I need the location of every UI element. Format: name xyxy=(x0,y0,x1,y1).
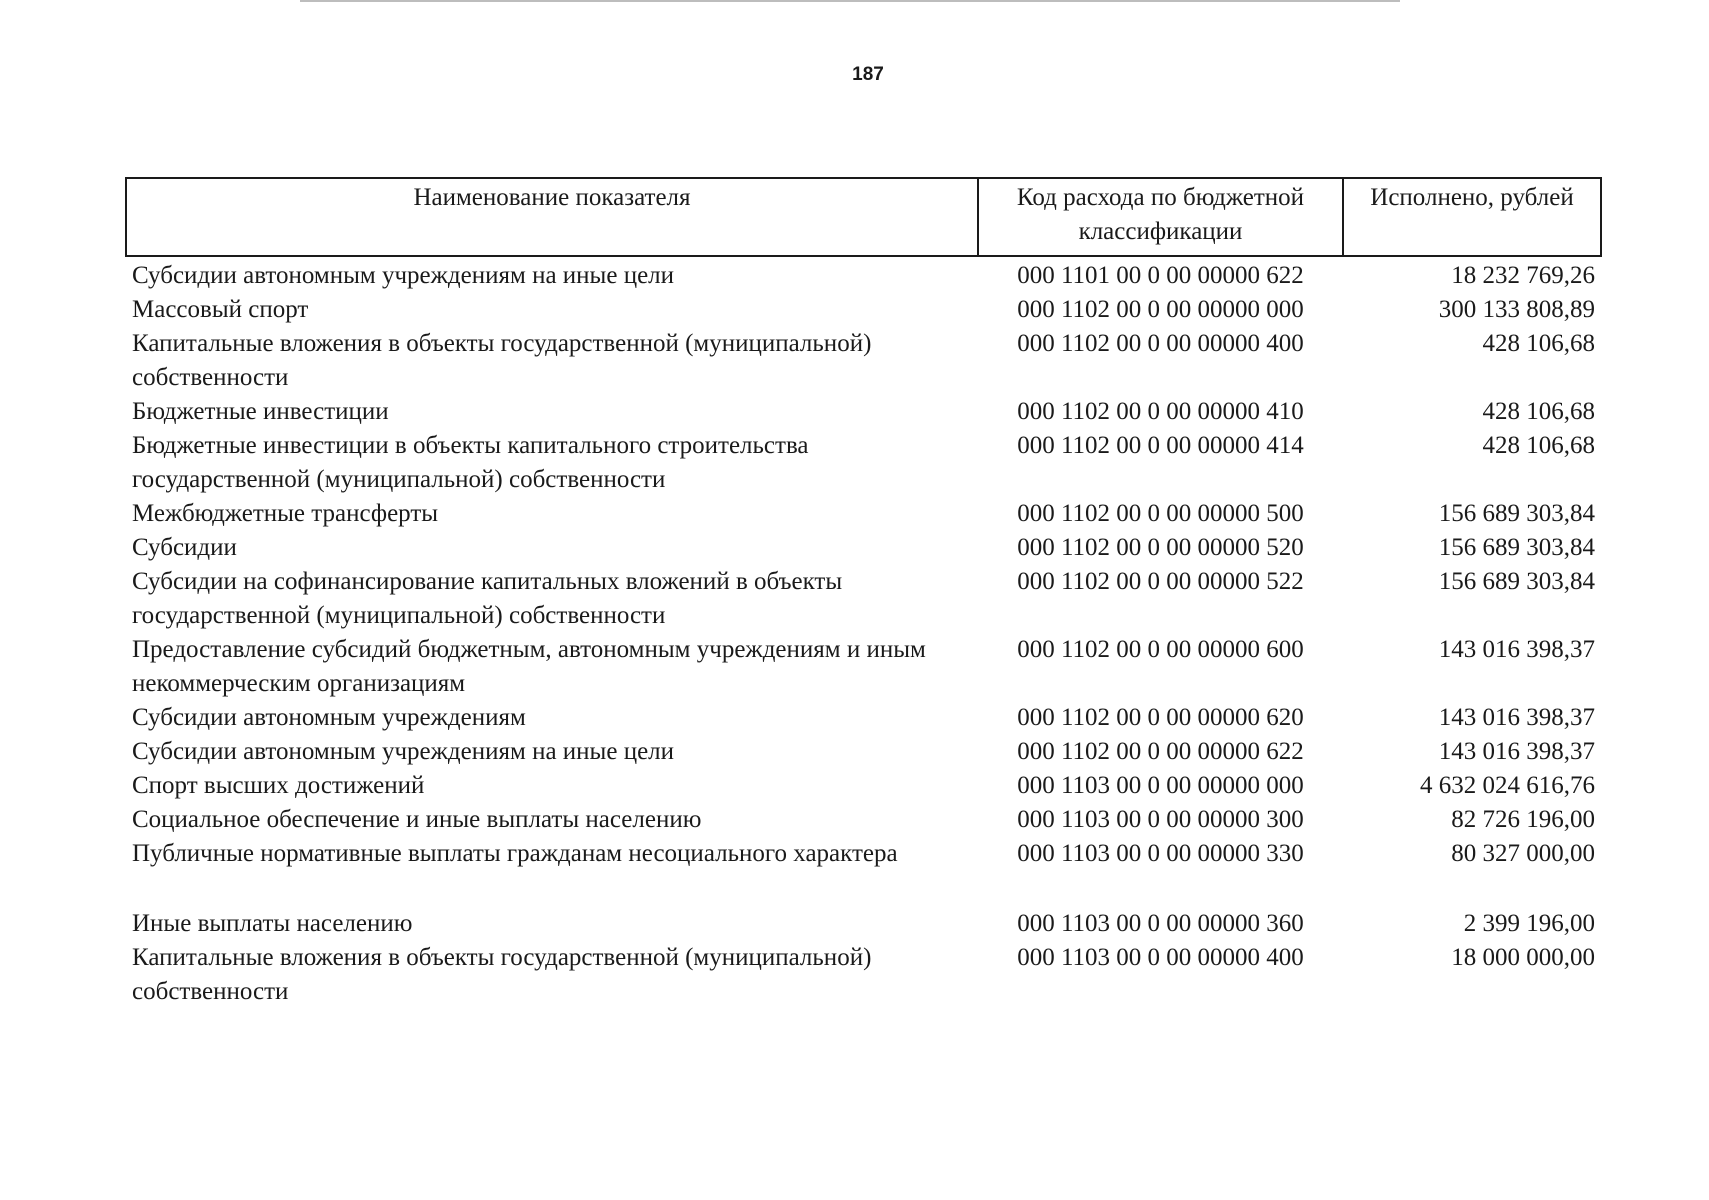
row-executed-amount: 156 689 303,84 xyxy=(1438,500,1595,527)
row-indicator-name: Бюджетные инвестиции в объекты капитального строительства государственной (муниципальной) собственности xyxy=(132,432,809,493)
row-indicator-name: Публичные нормативные выплаты гражданам несоциального характера xyxy=(132,840,898,867)
table-row xyxy=(126,907,1601,941)
row-executed-amount: 80 327 000,00 xyxy=(1451,840,1595,867)
row-expense-code: 000 1102 00 0 00 00000 622 xyxy=(1017,738,1304,765)
table-row xyxy=(126,837,1601,871)
page-number: 187 xyxy=(852,64,884,85)
row-indicator-name: Предоставление субсидий бюджетным, автономным учреждениям и иным некоммерческим организациям xyxy=(132,636,926,697)
spacer-cell xyxy=(978,871,1343,907)
row-indicator-name: Субсидии автономным учреждениям на иные цели xyxy=(132,738,675,765)
row-expense-code: 000 1102 00 0 00 00000 600 xyxy=(1017,636,1304,663)
row-executed-amount: 428 106,68 xyxy=(1482,330,1595,357)
scan-edge-line xyxy=(300,0,1400,2)
table-row xyxy=(126,531,1601,565)
table-row xyxy=(126,256,1601,293)
table-row xyxy=(126,735,1601,769)
row-expense-code: 000 1102 00 0 00 00000 400 xyxy=(1017,330,1304,357)
row-indicator-name: Капитальные вложения в объекты государственной (муниципальной) собственности xyxy=(132,944,872,1005)
report-table-container xyxy=(125,177,1600,1009)
row-expense-code: 000 1102 00 0 00 00000 000 xyxy=(1017,296,1304,323)
row-indicator-name: Спорт высших достижений xyxy=(132,772,425,799)
row-executed-amount: 18 232 769,26 xyxy=(1451,262,1595,289)
row-expense-code: 000 1102 00 0 00 00000 520 xyxy=(1017,534,1304,561)
row-expense-code: 000 1103 00 0 00 00000 360 xyxy=(1017,910,1304,937)
table-row xyxy=(126,293,1601,327)
table-row xyxy=(126,941,1601,1009)
header-expense-code: Код расхода по бюджетной классификации xyxy=(978,178,1343,256)
row-expense-code: 000 1102 00 0 00 00000 500 xyxy=(1017,500,1304,527)
row-indicator-name: Субсидии автономным учреждениям на иные цели xyxy=(132,262,675,289)
row-indicator-name: Бюджетные инвестиции xyxy=(132,398,389,425)
row-indicator-name: Субсидии автономным учреждениям xyxy=(132,704,526,731)
table-row xyxy=(126,497,1601,531)
row-indicator-name: Социальное обеспечение и иные выплаты населению xyxy=(132,806,702,833)
table-row xyxy=(126,633,1601,701)
row-indicator-name: Субсидии xyxy=(132,534,237,561)
row-indicator-name: Межбюджетные трансферты xyxy=(132,500,439,527)
spacer-cell xyxy=(1343,871,1601,907)
table-row xyxy=(126,395,1601,429)
row-indicator-name: Массовый спорт xyxy=(132,296,309,323)
row-executed-amount: 428 106,68 xyxy=(1482,398,1595,425)
header-indicator-name: Наименование показателя xyxy=(126,178,978,256)
row-expense-code: 000 1102 00 0 00 00000 522 xyxy=(1017,568,1304,595)
row-executed-amount: 143 016 398,37 xyxy=(1438,704,1595,731)
spacer-cell xyxy=(126,871,978,907)
header-executed-amount: Исполнено, рублей xyxy=(1343,178,1601,256)
row-indicator-name: Капитальные вложения в объекты государственной (муниципальной) собственности xyxy=(132,330,872,391)
row-executed-amount: 156 689 303,84 xyxy=(1438,534,1595,561)
row-expense-code: 000 1103 00 0 00 00000 300 xyxy=(1017,806,1304,833)
table-row xyxy=(126,803,1601,837)
row-expense-code: 000 1103 00 0 00 00000 000 xyxy=(1017,772,1304,799)
row-executed-amount: 143 016 398,37 xyxy=(1438,738,1595,765)
table-row xyxy=(126,565,1601,633)
row-executed-amount: 143 016 398,37 xyxy=(1438,636,1595,663)
row-executed-amount: 300 133 808,89 xyxy=(1438,296,1595,323)
row-indicator-name: Субсидии на софинансирование капитальных вложений в объекты государственной (муниципальной) собственности xyxy=(132,568,843,629)
row-expense-code: 000 1103 00 0 00 00000 400 xyxy=(1017,944,1304,971)
table-row xyxy=(126,701,1601,735)
row-expense-code: 000 1101 00 0 00 00000 622 xyxy=(1017,262,1304,289)
row-executed-amount: 18 000 000,00 xyxy=(1451,944,1595,971)
row-indicator-name: Иные выплаты населению xyxy=(132,910,413,937)
row-executed-amount: 82 726 196,00 xyxy=(1451,806,1595,833)
table-header-row xyxy=(126,178,1601,256)
row-expense-code: 000 1102 00 0 00 00000 620 xyxy=(1017,704,1304,731)
table-row xyxy=(126,327,1601,395)
row-executed-amount: 428 106,68 xyxy=(1482,432,1595,459)
row-executed-amount: 2 399 196,00 xyxy=(1463,910,1595,937)
row-expense-code: 000 1103 00 0 00 00000 330 xyxy=(1017,840,1304,867)
row-expense-code: 000 1102 00 0 00 00000 410 xyxy=(1017,398,1304,425)
row-executed-amount: 4 632 024 616,76 xyxy=(1420,772,1595,799)
row-expense-code: 000 1102 00 0 00 00000 414 xyxy=(1017,432,1304,459)
table-spacer-row xyxy=(126,871,1601,907)
budget-expense-table xyxy=(125,177,1602,1009)
table-row xyxy=(126,429,1601,497)
row-executed-amount: 156 689 303,84 xyxy=(1438,568,1595,595)
table-row xyxy=(126,769,1601,803)
